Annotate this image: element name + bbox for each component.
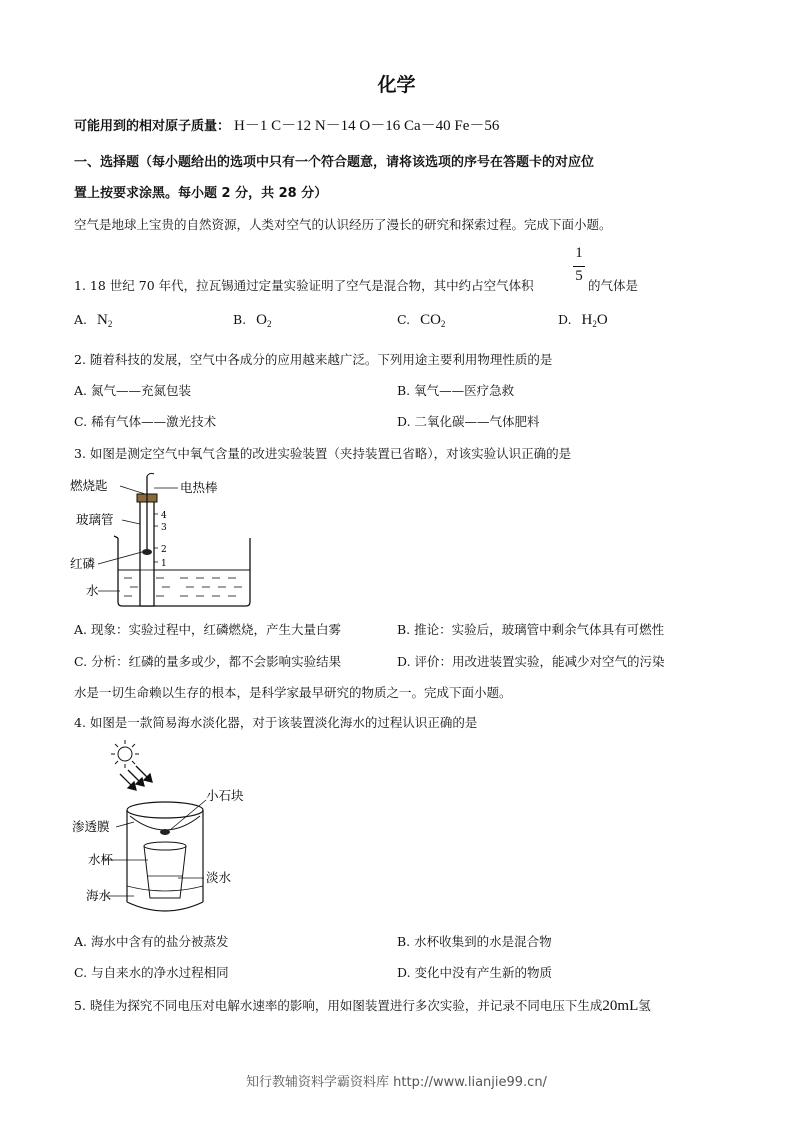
scale-label-2: 2 [161,545,167,555]
atomic-mass-label: 可能用到的相对原子质量： [74,119,231,134]
label-combustion-spoon: 燃烧匙 [70,478,108,493]
oxygen-apparatus-figure [70,466,270,611]
question-1-stem [74,276,534,294]
fraction-denominator: 5 [575,268,583,284]
q2-option-d[interactable]: D. 二氧化碳——气体肥料 [397,414,540,429]
q2-option-c[interactable]: C. 稀有气体——激光技术 [74,414,217,429]
fraction-bar [573,266,585,267]
question-5-stem: 5. 晓佳为探究不同电压对电解水速率的影响，用如图装置进行多次实验，并记录不同电压下生成20mL氢 [74,998,651,1014]
q1-option-a[interactable]: A. $N_2$ [74,312,113,329]
q1-option-c[interactable]: C. $CO_2$ [397,312,446,329]
q3-option-d[interactable]: D. 评价：用改进装置实验，能减少对空气的污染 [397,654,665,669]
q4-option-a[interactable]: A. 海水中含有的盐分被蒸发 [74,934,229,949]
label-cup: 水杯 [88,852,114,867]
q1-option-d[interactable]: D. $H_2O$ [558,312,608,329]
intro-air: 空气是地球上宝贵的自然资源，人类对空气的认识经历了漫长的研究和探索过程。完成下面小题。 [74,217,612,232]
q4-option-d[interactable]: D. 变化中没有产生新的物质 [397,965,553,980]
q3-option-b[interactable]: B. 推论：实验后，玻璃管中剩余气体具有可燃性 [397,622,665,637]
question-2-stem: 2. 随着科技的发展，空气中各成分的应用越来越广泛。下列用途主要利用物理性质的是 [74,352,553,367]
section-heading-line1: 一、选择题（每小题给出的选项中只有一个符合题意，请将该选项的序号在答题卡的对应位 [74,155,595,170]
q1-option-b[interactable]: B. $O_2$ [233,312,272,329]
section-heading-line2: 置上按要求涂黑。每小题 2 分，共 28 分） [74,186,328,201]
q4-option-c[interactable]: C. 与自来水的净水过程相同 [74,965,229,980]
atomic-mass-values: H－1 C－12 N－14 O－16 Ca－40 Fe－56 [234,118,500,134]
q3-option-c[interactable]: C. 分析：红磷的量多或少，都不会影响实验结果 [74,654,342,669]
label-fresh-water: 淡水 [206,870,232,885]
question-1-stem-a: 1. 18 世纪 70 年代，拉瓦锡通过定量实验证明了空气是混合物，其中约占空气体积 [74,278,534,293]
fraction-numerator: 1 [575,245,583,261]
footer-watermark: 知行教辅资料学霸资料库 http://www.lianjie99.cn/ [246,1075,547,1090]
question-4-stem: 4. 如图是一款简易海水淡化器，对于该装置淡化海水的过程认识正确的是 [74,715,478,730]
intro-water: 水是一切生命赖以生存的根本，是科学家最早研究的物质之一。完成下面小题。 [74,685,512,700]
volume-value: 20mL [602,998,639,1014]
sun-icon [111,740,139,768]
label-red-phosphorus: 红磷 [70,556,96,571]
desalination-figure [70,736,270,918]
q2-option-b[interactable]: B. 氧气——医疗急救 [397,383,515,398]
q4-option-b[interactable]: B. 水杯收集到的水是混合物 [397,934,552,949]
label-small-stone: 小石块 [206,788,244,803]
label-glass-tube: 玻璃管 [76,512,114,527]
q3-option-a[interactable]: A. 现象：实验过程中，红磷燃烧，产生大量白雾 [74,622,341,637]
scale-label-1: 1 [161,559,167,569]
atomic-mass-line [74,114,499,135]
question-3-stem: 3. 如图是测定空气中氧气含量的改进实验装置（夹持装置已省略），对该实验认识正确的是 [74,446,572,461]
label-heating-rod: 电热棒 [180,480,218,495]
label-sea-water: 海水 [86,888,112,903]
page-title: 化学 [377,74,416,96]
q2-option-a[interactable]: A. 氮气——充氮包装 [74,383,191,398]
question-1-stem-b: 的气体是 [588,278,639,293]
label-membrane: 渗透膜 [72,819,110,834]
scale-label-3: 3 [161,523,167,533]
label-water: 水 [86,583,99,598]
scale-label-4: 4 [161,511,167,521]
